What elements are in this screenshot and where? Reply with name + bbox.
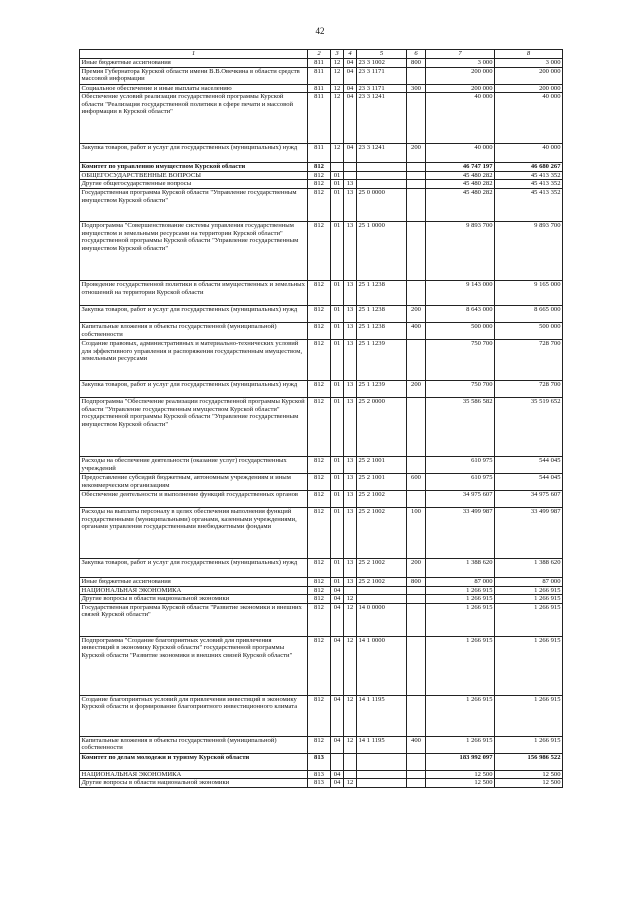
cell-vr: [407, 221, 426, 280]
cell-p: 13: [344, 339, 357, 380]
cell-p: 13: [344, 305, 357, 322]
cell-r: 01: [331, 305, 344, 322]
cell-v2: 200 000: [495, 67, 563, 84]
cell-cs: 25 2 1002: [357, 577, 407, 586]
cell-name: Закупка товаров, работ и услуг для государственных (муниципальных) нужд: [80, 380, 308, 397]
cell-p: 12: [344, 636, 357, 695]
cell-v1: 9 893 700: [426, 221, 495, 280]
cell-g: 812: [308, 636, 331, 695]
cell-v1: 610 975: [426, 473, 495, 490]
cell-name: Закупка товаров, работ и услуг для государственных (муниципальных) нужд: [80, 558, 308, 577]
cell-cs: [357, 163, 407, 172]
cell-p: [344, 586, 357, 595]
cell-cs: 23 3 1241: [357, 93, 407, 144]
cell-p: 13: [344, 490, 357, 507]
cell-v1: 3 000: [426, 59, 495, 68]
cell-name: Капитальные вложения в объекты государственной (муниципальной) собственности: [80, 736, 308, 753]
cell-v1: 45 480 282: [426, 171, 495, 180]
cell-v1: 1 266 915: [426, 586, 495, 595]
cell-g: 812: [308, 490, 331, 507]
cell-g: 813: [308, 779, 331, 788]
cell-g: 812: [308, 695, 331, 736]
col-header-5: 5: [357, 50, 407, 59]
cell-vr: 400: [407, 736, 426, 753]
cell-vr: [407, 188, 426, 221]
cell-p: 12: [344, 736, 357, 753]
cell-p: 12: [344, 779, 357, 788]
cell-cs: [357, 180, 407, 189]
cell-v1: 200 000: [426, 84, 495, 93]
cell-cs: 25 1 1238: [357, 280, 407, 305]
table-row: [80, 144, 563, 163]
cell-v2: 728 700: [495, 339, 563, 380]
cell-cs: 14 1 0000: [357, 636, 407, 695]
cell-p: [344, 171, 357, 180]
cell-r: 01: [331, 473, 344, 490]
cell-name: Проведение государственной политики в области имущественных и земельных отношений на территории Курской области: [80, 280, 308, 305]
cell-v1: 1 266 915: [426, 603, 495, 636]
cell-name: Государственная программа Курской области "Развитие экономики и внешних связей Курской области": [80, 603, 308, 636]
cell-r: 12: [331, 84, 344, 93]
cell-name: Закупка товаров, работ и услуг для государственных (муниципальных) нужд: [80, 305, 308, 322]
cell-r: 04: [331, 595, 344, 604]
table-body: [80, 59, 563, 788]
cell-g: 812: [308, 163, 331, 172]
cell-v1: 45 480 282: [426, 180, 495, 189]
cell-v2: 1 388 620: [495, 558, 563, 577]
cell-vr: [407, 586, 426, 595]
table-row: [80, 577, 563, 586]
cell-v1: 12 500: [426, 779, 495, 788]
cell-p: 04: [344, 144, 357, 163]
cell-name: ОБЩЕГОСУДАРСТВЕННЫЕ ВОПРОСЫ: [80, 171, 308, 180]
cell-r: 04: [331, 770, 344, 779]
col-header-7: 7: [426, 50, 495, 59]
cell-name: Расходы на обеспечение деятельности (оказание услуг) государственных учреждений: [80, 456, 308, 473]
cell-p: 13: [344, 380, 357, 397]
cell-v2: 40 000: [495, 144, 563, 163]
cell-v2: 156 986 522: [495, 753, 563, 770]
cell-g: 812: [308, 558, 331, 577]
cell-p: 12: [344, 595, 357, 604]
table-row: [80, 280, 563, 305]
table-row: [80, 753, 563, 770]
cell-v1: 87 000: [426, 577, 495, 586]
cell-name: Государственная программа Курской области "Управление государственным имуществом Курской области": [80, 188, 308, 221]
table-row: [80, 171, 563, 180]
col-header-3: 3: [331, 50, 344, 59]
cell-r: 12: [331, 93, 344, 144]
table-row: [80, 603, 563, 636]
cell-r: 01: [331, 577, 344, 586]
cell-g: 812: [308, 180, 331, 189]
cell-name: Другие вопросы в области национальной экономики: [80, 779, 308, 788]
cell-cs: 14 0 0000: [357, 603, 407, 636]
cell-v2: 87 000: [495, 577, 563, 586]
cell-g: 812: [308, 473, 331, 490]
cell-v2: 1 266 915: [495, 695, 563, 736]
table-row: [80, 380, 563, 397]
table-row: [80, 779, 563, 788]
cell-name: Другие вопросы в области национальной экономики: [80, 595, 308, 604]
cell-r: 01: [331, 280, 344, 305]
cell-p: 13: [344, 456, 357, 473]
cell-vr: [407, 490, 426, 507]
table-row: [80, 507, 563, 558]
cell-name: Подпрограмма "Создание благоприятных условий для привлечения инвестиций в экономику Курской области" государственной программы Курской области "Развитие экономики и внешних связей Курской области": [80, 636, 308, 695]
cell-p: [344, 753, 357, 770]
cell-v1: 610 975: [426, 456, 495, 473]
cell-cs: 23 3 1171: [357, 67, 407, 84]
cell-g: 812: [308, 586, 331, 595]
cell-cs: 25 1 1238: [357, 322, 407, 339]
cell-v1: 40 000: [426, 144, 495, 163]
cell-v1: 1 266 915: [426, 636, 495, 695]
cell-p: 12: [344, 603, 357, 636]
table-row: [80, 473, 563, 490]
cell-name: НАЦИОНАЛЬНАЯ ЭКОНОМИКА: [80, 586, 308, 595]
cell-v2: 1 266 915: [495, 603, 563, 636]
cell-p: 04: [344, 84, 357, 93]
cell-r: 12: [331, 67, 344, 84]
cell-r: 01: [331, 397, 344, 456]
cell-r: 04: [331, 736, 344, 753]
cell-cs: 25 1 1238: [357, 305, 407, 322]
cell-v1: 9 143 000: [426, 280, 495, 305]
cell-vr: [407, 171, 426, 180]
cell-vr: [407, 595, 426, 604]
cell-vr: [407, 456, 426, 473]
cell-v1: 34 975 607: [426, 490, 495, 507]
cell-name: Обеспечение условий реализации государственной программы Курской области "Реализация государственной политики в сфере печати и массовой информации в Курской области": [80, 93, 308, 144]
cell-r: 04: [331, 603, 344, 636]
cell-vr: [407, 770, 426, 779]
table-row: [80, 770, 563, 779]
table-row: [80, 456, 563, 473]
cell-v2: 40 000: [495, 93, 563, 144]
cell-r: 04: [331, 779, 344, 788]
table-row: [80, 397, 563, 456]
col-header-4: 4: [344, 50, 357, 59]
cell-g: 812: [308, 736, 331, 753]
cell-vr: [407, 339, 426, 380]
cell-p: 13: [344, 558, 357, 577]
cell-v2: 9 893 700: [495, 221, 563, 280]
cell-p: 13: [344, 507, 357, 558]
cell-v2: 33 499 987: [495, 507, 563, 558]
cell-v1: 1 266 915: [426, 736, 495, 753]
cell-v2: 1 266 915: [495, 586, 563, 595]
cell-v1: 183 992 097: [426, 753, 495, 770]
cell-v1: 45 480 282: [426, 188, 495, 221]
cell-p: 13: [344, 473, 357, 490]
cell-g: 812: [308, 280, 331, 305]
table-row: [80, 180, 563, 189]
cell-v2: 500 000: [495, 322, 563, 339]
cell-r: 01: [331, 188, 344, 221]
cell-g: 812: [308, 339, 331, 380]
table-row: [80, 59, 563, 68]
cell-name: Предоставление субсидий бюджетным, автономным учреждениям и иным некоммерческим организациям: [80, 473, 308, 490]
cell-g: 812: [308, 603, 331, 636]
table-row: [80, 84, 563, 93]
table-row: [80, 305, 563, 322]
page-number: 42: [315, 26, 325, 36]
table-row: [80, 93, 563, 144]
table-row: [80, 695, 563, 736]
cell-r: 01: [331, 490, 344, 507]
cell-cs: [357, 171, 407, 180]
cell-cs: 25 0 0000: [357, 188, 407, 221]
cell-name: Подпрограмма "Совершенствование системы управления государственным имуществом и земельными ресурсами на территории Курской области" государственной программы Курской области "Управление государственным имуществом Курской области": [80, 221, 308, 280]
cell-r: 01: [331, 380, 344, 397]
cell-g: 812: [308, 221, 331, 280]
cell-name: Иные бюджетные ассигнования: [80, 59, 308, 68]
cell-r: 12: [331, 144, 344, 163]
table-row: [80, 221, 563, 280]
cell-v1: 1 388 620: [426, 558, 495, 577]
cell-v2: 12 500: [495, 779, 563, 788]
cell-vr: [407, 93, 426, 144]
cell-cs: 25 2 0000: [357, 397, 407, 456]
cell-vr: 800: [407, 577, 426, 586]
budget-table: [79, 49, 563, 788]
table-header-row: [80, 50, 563, 59]
cell-vr: [407, 67, 426, 84]
cell-r: 01: [331, 558, 344, 577]
cell-cs: 25 2 1001: [357, 473, 407, 490]
cell-cs: 25 1 1239: [357, 339, 407, 380]
cell-p: [344, 770, 357, 779]
cell-g: 811: [308, 67, 331, 84]
cell-v2: 35 519 652: [495, 397, 563, 456]
cell-v2: 9 165 000: [495, 280, 563, 305]
cell-v1: 40 000: [426, 93, 495, 144]
cell-v1: 46 747 197: [426, 163, 495, 172]
cell-p: 04: [344, 67, 357, 84]
cell-p: 04: [344, 93, 357, 144]
table-row: [80, 595, 563, 604]
cell-p: 13: [344, 221, 357, 280]
table-row: [80, 586, 563, 595]
cell-cs: 25 1 1239: [357, 380, 407, 397]
cell-v1: 35 586 582: [426, 397, 495, 456]
col-header-6: 6: [407, 50, 426, 59]
cell-v2: 200 000: [495, 84, 563, 93]
cell-cs: 14 1 1195: [357, 736, 407, 753]
cell-vr: [407, 163, 426, 172]
table-row: [80, 188, 563, 221]
cell-v1: 500 000: [426, 322, 495, 339]
cell-cs: 25 2 1002: [357, 558, 407, 577]
cell-r: 01: [331, 171, 344, 180]
cell-r: 01: [331, 180, 344, 189]
cell-vr: [407, 695, 426, 736]
cell-cs: [357, 770, 407, 779]
cell-g: 812: [308, 507, 331, 558]
table-row: [80, 736, 563, 753]
cell-name: Подпрограмма "Обеспечение реализации государственной программы Курской области "Управление государственным имуществом Курской области" государственной программы Курской области "Управление государственным имуществом Курской области": [80, 397, 308, 456]
cell-r: [331, 163, 344, 172]
cell-p: 04: [344, 59, 357, 68]
cell-cs: [357, 595, 407, 604]
cell-v1: 12 500: [426, 770, 495, 779]
cell-r: 12: [331, 59, 344, 68]
cell-g: 812: [308, 456, 331, 473]
cell-p: 13: [344, 322, 357, 339]
cell-r: 04: [331, 695, 344, 736]
cell-vr: 200: [407, 144, 426, 163]
cell-cs: 23 3 1171: [357, 84, 407, 93]
cell-r: 01: [331, 507, 344, 558]
cell-vr: 200: [407, 305, 426, 322]
cell-g: 812: [308, 305, 331, 322]
cell-v2: 1 266 915: [495, 736, 563, 753]
cell-vr: [407, 779, 426, 788]
cell-g: 811: [308, 144, 331, 163]
cell-r: 01: [331, 456, 344, 473]
cell-g: 813: [308, 770, 331, 779]
table-row: [80, 490, 563, 507]
cell-cs: 25 1 0000: [357, 221, 407, 280]
cell-vr: 200: [407, 558, 426, 577]
cell-v2: 1 266 915: [495, 636, 563, 695]
cell-name: Премия Губернатора Курской области имени В.В.Овечкина в области средств массовой информации: [80, 67, 308, 84]
cell-cs: 25 2 1001: [357, 456, 407, 473]
cell-vr: [407, 753, 426, 770]
cell-r: 04: [331, 636, 344, 695]
cell-g: 811: [308, 93, 331, 144]
cell-vr: [407, 636, 426, 695]
table-row: [80, 322, 563, 339]
cell-v2: 728 700: [495, 380, 563, 397]
cell-p: 13: [344, 188, 357, 221]
cell-cs: 14 1 1195: [357, 695, 407, 736]
cell-vr: [407, 180, 426, 189]
cell-p: 13: [344, 397, 357, 456]
col-header-2: 2: [308, 50, 331, 59]
cell-p: 13: [344, 577, 357, 586]
cell-cs: [357, 586, 407, 595]
table-row: [80, 163, 563, 172]
col-header-1: 1: [80, 50, 308, 59]
cell-cs: 23 3 1002: [357, 59, 407, 68]
cell-g: 811: [308, 59, 331, 68]
cell-vr: [407, 603, 426, 636]
table-row: [80, 558, 563, 577]
cell-v1: 750 700: [426, 380, 495, 397]
cell-p: [344, 163, 357, 172]
cell-name: Иные бюджетные ассигнования: [80, 577, 308, 586]
cell-v1: 1 266 915: [426, 695, 495, 736]
cell-name: Социальное обеспечение и иные выплаты населению: [80, 84, 308, 93]
cell-p: 13: [344, 280, 357, 305]
cell-vr: [407, 280, 426, 305]
cell-v2: 34 975 607: [495, 490, 563, 507]
cell-g: 813: [308, 753, 331, 770]
cell-vr: 600: [407, 473, 426, 490]
cell-name: Создание правовых, административных и материально-технических условий для эффективного управления и распоряжения государственным имуществом, земельными ресурсами: [80, 339, 308, 380]
cell-vr: 200: [407, 380, 426, 397]
cell-cs: 25 2 1002: [357, 507, 407, 558]
cell-r: 01: [331, 322, 344, 339]
table-row: [80, 339, 563, 380]
cell-v1: 750 700: [426, 339, 495, 380]
cell-v1: 8 643 000: [426, 305, 495, 322]
cell-g: 812: [308, 380, 331, 397]
table-row: [80, 67, 563, 84]
cell-name: Расходы на выплаты персоналу в целях обеспечения выполнения функций государственными (муниципальными) органами, казенными учреждениями, органами управления государственными внебюджетными фондами: [80, 507, 308, 558]
cell-r: 01: [331, 339, 344, 380]
cell-g: 812: [308, 397, 331, 456]
cell-v2: 544 045: [495, 473, 563, 490]
cell-v1: 200 000: [426, 67, 495, 84]
cell-vr: [407, 397, 426, 456]
cell-name: Обеспечение деятельности и выполнение функций государственных органов: [80, 490, 308, 507]
cell-r: 04: [331, 586, 344, 595]
cell-g: 812: [308, 171, 331, 180]
cell-r: 01: [331, 221, 344, 280]
cell-v1: 1 266 915: [426, 595, 495, 604]
cell-vr: 400: [407, 322, 426, 339]
cell-v1: 33 499 987: [426, 507, 495, 558]
cell-g: 812: [308, 322, 331, 339]
cell-name: Капитальные вложения в объекты государственной (муниципальной) собственности: [80, 322, 308, 339]
cell-name: НАЦИОНАЛЬНАЯ ЭКОНОМИКА: [80, 770, 308, 779]
cell-r: [331, 753, 344, 770]
cell-v2: 45 413 352: [495, 188, 563, 221]
cell-cs: 23 3 1241: [357, 144, 407, 163]
cell-vr: 100: [407, 507, 426, 558]
cell-v2: 3 000: [495, 59, 563, 68]
cell-v2: 12 500: [495, 770, 563, 779]
cell-name: Закупка товаров, работ и услуг для государственных (муниципальных) нужд: [80, 144, 308, 163]
cell-v2: 1 266 915: [495, 595, 563, 604]
cell-g: 812: [308, 577, 331, 586]
cell-g: 812: [308, 595, 331, 604]
cell-p: 12: [344, 695, 357, 736]
cell-v2: 8 665 000: [495, 305, 563, 322]
cell-name: Другие общегосударственные вопросы: [80, 180, 308, 189]
table-row: [80, 636, 563, 695]
cell-cs: [357, 753, 407, 770]
cell-v2: 544 045: [495, 456, 563, 473]
cell-vr: 800: [407, 59, 426, 68]
cell-v2: 45 413 352: [495, 180, 563, 189]
col-header-8: 8: [495, 50, 563, 59]
cell-g: 812: [308, 188, 331, 221]
cell-v2: 45 413 352: [495, 171, 563, 180]
cell-cs: 25 2 1002: [357, 490, 407, 507]
cell-cs: [357, 779, 407, 788]
cell-v2: 46 680 267: [495, 163, 563, 172]
cell-name: Комитет по делам молодежи и туризму Курской области: [80, 753, 308, 770]
cell-name: Комитет по управлению имуществом Курской области: [80, 163, 308, 172]
cell-p: 13: [344, 180, 357, 189]
cell-g: 811: [308, 84, 331, 93]
cell-vr: 300: [407, 84, 426, 93]
cell-name: Создание благоприятных условий для привлечения инвестиций в экономику Курской области и формирование благоприятного инвестиционного климата: [80, 695, 308, 736]
